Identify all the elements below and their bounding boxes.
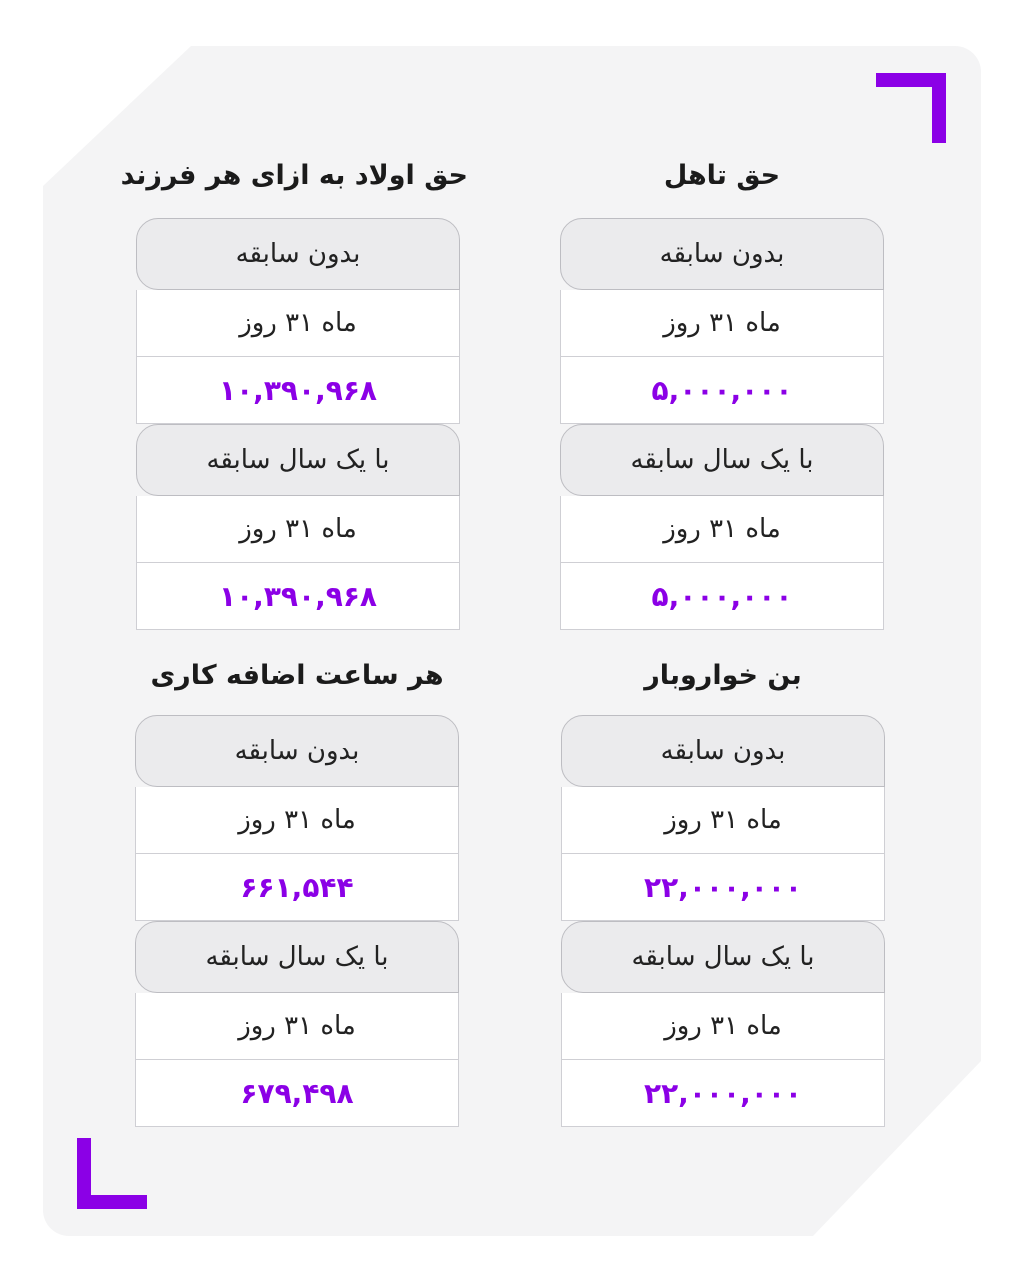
block-no-experience	[136, 218, 460, 424]
block-header: با یک سال سابقه	[136, 424, 460, 496]
value-row	[135, 854, 459, 921]
block-no-experience	[560, 218, 884, 424]
value-row	[136, 357, 460, 424]
block-header: بدون سابقه	[561, 715, 885, 787]
days-label: ماه ۳۱ روز	[239, 308, 357, 338]
value-row	[560, 357, 884, 424]
days-row	[136, 496, 460, 563]
block-header: با یک سال سابقه	[561, 921, 885, 993]
section-title: حق تاهل	[663, 160, 781, 191]
days-row	[135, 787, 459, 854]
amount-value: ۶۶۱,۵۴۴	[240, 870, 354, 904]
value-row	[561, 1060, 885, 1127]
block-one-year-experience	[560, 424, 884, 630]
value-row	[136, 563, 460, 630]
days-row	[136, 290, 460, 357]
amount-value: ۲۲,۰۰۰,۰۰۰	[644, 870, 802, 904]
block-no-experience	[561, 715, 885, 921]
block-header: با یک سال سابقه	[135, 921, 459, 993]
days-row	[561, 787, 885, 854]
days-row	[560, 496, 884, 563]
amount-value: ۵,۰۰۰,۰۰۰	[651, 579, 793, 613]
days-label: ماه ۳۱ روز	[664, 1011, 782, 1041]
days-row	[135, 993, 459, 1060]
days-label: ماه ۳۱ روز	[663, 514, 781, 544]
corner-bracket-top-right	[876, 73, 946, 143]
block-header: با یک سال سابقه	[560, 424, 884, 496]
value-row	[135, 1060, 459, 1127]
section-title: هر ساعت اضافه کاری	[150, 660, 444, 691]
days-label: ماه ۳۱ روز	[238, 805, 356, 835]
amount-value: ۶۷۹,۴۹۸	[240, 1076, 354, 1110]
block-no-experience	[135, 715, 459, 921]
amount-value: ۵,۰۰۰,۰۰۰	[651, 373, 793, 407]
days-label: ماه ۳۱ روز	[239, 514, 357, 544]
days-label: ماه ۳۱ روز	[663, 308, 781, 338]
section-title: حق اولاد به ازای هر فرزند	[120, 160, 468, 191]
block-one-year-experience	[561, 921, 885, 1127]
block-header: بدون سابقه	[135, 715, 459, 787]
days-label: ماه ۳۱ روز	[664, 805, 782, 835]
corner-bracket-bottom-left	[77, 1138, 147, 1209]
value-row	[560, 563, 884, 630]
section-title: بن خواروبار	[644, 660, 802, 691]
block-header: بدون سابقه	[136, 218, 460, 290]
days-row	[560, 290, 884, 357]
value-row	[561, 854, 885, 921]
amount-value: ۱۰,۳۹۰,۹۶۸	[219, 373, 377, 407]
block-one-year-experience	[135, 921, 459, 1127]
block-header: بدون سابقه	[560, 218, 884, 290]
days-label: ماه ۳۱ روز	[238, 1011, 356, 1041]
block-one-year-experience	[136, 424, 460, 630]
amount-value: ۱۰,۳۹۰,۹۶۸	[219, 579, 377, 613]
amount-value: ۲۲,۰۰۰,۰۰۰	[644, 1076, 802, 1110]
days-row	[561, 993, 885, 1060]
